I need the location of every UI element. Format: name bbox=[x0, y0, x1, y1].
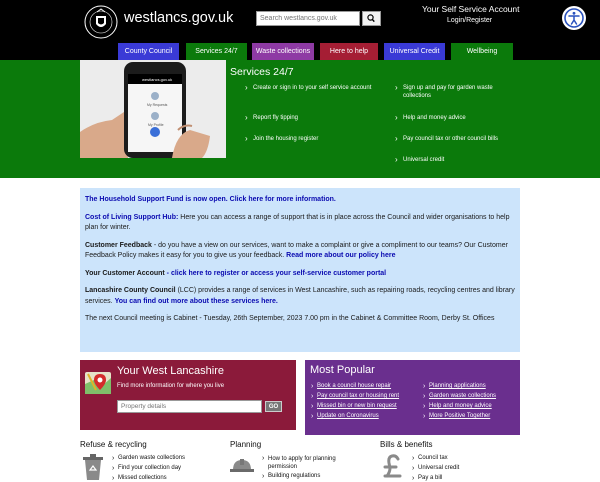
popular-link-more-positive[interactable]: › More Positive Together bbox=[429, 413, 490, 419]
site-title[interactable]: westlancs.gov.uk bbox=[124, 10, 234, 26]
search-icon bbox=[363, 12, 380, 25]
category-link-planning-permission[interactable]: › How to apply for planning permission bbox=[268, 455, 358, 471]
cost-of-living-text: Here you can access a range of support that is in place across the Council and wider organisations to help plan for winter. bbox=[85, 213, 510, 231]
category-link-building-regulations[interactable]: › Building regulations bbox=[268, 473, 320, 479]
category-title-bills[interactable]: Bills & benefits bbox=[380, 440, 433, 449]
category-link-pay-bill[interactable]: › Pay a bill bbox=[418, 475, 442, 481]
go-button[interactable]: GO bbox=[265, 401, 282, 412]
popular-link-missed-bin[interactable]: › Missed bin or new bin request bbox=[317, 403, 397, 409]
most-popular-panel bbox=[305, 360, 520, 435]
tab-universal-credit[interactable]: Universal Credit bbox=[383, 42, 446, 60]
feedback-policy-link[interactable]: Read more about our policy here bbox=[286, 252, 396, 259]
your-west-lancashire-subtitle: Find more information for where you live bbox=[117, 383, 225, 389]
tab-wellbeing[interactable]: Wellbeing bbox=[450, 42, 514, 60]
your-west-lancashire-title: Your West Lancashire bbox=[117, 365, 225, 377]
category-link-missed-collections[interactable]: › Missed collections bbox=[118, 475, 167, 481]
property-details-input[interactable] bbox=[117, 400, 262, 413]
service-link-self-service[interactable]: › Create or sign in to your self service account bbox=[253, 84, 373, 92]
council-meeting-text: The next Council meeting is Cabinet - Tuesday, 26th September, 2023 7.00 pm in the Cabinet & Committee Room, Derby St. Offices bbox=[85, 315, 495, 322]
customer-feedback-title: Customer Feedback bbox=[85, 241, 152, 249]
service-link-garden-waste[interactable]: › Sign up and pay for garden waste collections bbox=[403, 84, 513, 100]
phone-site-text: westlancs.gov.uk bbox=[142, 77, 173, 82]
popular-link-planning[interactable]: › Planning applications bbox=[429, 383, 486, 389]
council-crest-logo[interactable] bbox=[84, 2, 118, 42]
login-register-link[interactable]: Login/Register bbox=[447, 17, 493, 24]
popular-link-help-money[interactable]: › Help and money advice bbox=[429, 403, 492, 409]
lcc-text: (LCC) provides a range of services in West Lancashire, such as repairing roads, recycling centres and library services. bbox=[85, 287, 515, 305]
tab-county-council[interactable]: County Council bbox=[117, 42, 180, 60]
hard-hat-icon bbox=[230, 456, 254, 476]
accessibility-button[interactable] bbox=[562, 6, 586, 30]
lcc-services-link[interactable]: You can find out more about these services here. bbox=[114, 297, 278, 305]
household-support-fund-link[interactable]: The Household Support Fund is now open. Click here for more information. bbox=[85, 196, 336, 203]
pound-sign-icon bbox=[382, 454, 404, 480]
customer-account-link[interactable]: - click here to register or access your self-service customer portal bbox=[164, 269, 387, 277]
customer-account-title: Your Customer Account bbox=[85, 269, 165, 277]
banner-title: Services 24/7 bbox=[230, 66, 294, 78]
most-popular-title: Most Popular bbox=[310, 364, 375, 376]
popular-link-garden-waste[interactable]: › Garden waste collections bbox=[429, 393, 496, 399]
service-link-universal-credit[interactable]: › Universal credit bbox=[403, 156, 523, 164]
service-link-pay-council-tax[interactable]: › Pay council tax or other council bills bbox=[403, 135, 543, 143]
category-title-planning[interactable]: Planning bbox=[230, 440, 262, 449]
self-service-account-title: Your Self Service Account bbox=[422, 4, 520, 14]
your-west-lancashire-panel bbox=[80, 360, 296, 430]
popular-link-house-repair[interactable]: › Book a council house repair bbox=[317, 383, 391, 389]
notice-panel bbox=[80, 188, 520, 352]
phone-button-1-text: My Requests bbox=[147, 103, 168, 107]
phone-button-2-text: My Profile bbox=[148, 123, 164, 127]
popular-link-pay-council-tax[interactable]: › Pay council tax or housing rent bbox=[317, 393, 399, 399]
cost-of-living-title[interactable]: Cost of Living Support Hub: bbox=[85, 213, 179, 221]
service-link-help-money[interactable]: › Help and money advice bbox=[403, 114, 523, 122]
phone-hand-image bbox=[80, 60, 226, 158]
category-link-collection-day[interactable]: › Find your collection day bbox=[118, 465, 181, 471]
popular-link-coronavirus[interactable]: › Update on Coronavirus bbox=[317, 413, 379, 419]
tab-services-24-7[interactable]: Services 24/7 bbox=[185, 42, 248, 60]
category-link-garden-waste[interactable]: › Garden waste collections bbox=[118, 455, 185, 461]
category-link-council-tax[interactable]: › Council tax bbox=[418, 455, 448, 461]
category-link-universal-credit[interactable]: › Universal credit bbox=[418, 465, 459, 471]
service-link-housing-register[interactable]: › Join the housing register bbox=[253, 135, 373, 143]
search-button[interactable] bbox=[362, 11, 381, 26]
customer-feedback-text: - do you have a view on our services, want to make a complaint or give a compliment to our teams? Our Customer Feedback Policy makes it easy for you to give us your feedback. bbox=[85, 241, 508, 259]
accessibility-icon bbox=[562, 6, 586, 30]
lcc-title: Lancashire County Council bbox=[85, 287, 176, 294]
map-pin-icon bbox=[84, 370, 112, 396]
tab-here-to-help[interactable]: Here to help bbox=[319, 42, 379, 60]
bin-icon bbox=[82, 454, 104, 480]
tab-waste-collections[interactable]: Waste collections bbox=[251, 42, 315, 60]
category-title-refuse[interactable]: Refuse & recycling bbox=[80, 440, 147, 449]
search-input[interactable] bbox=[256, 11, 360, 26]
service-link-fly-tipping[interactable]: › Report fly tipping bbox=[253, 114, 373, 122]
